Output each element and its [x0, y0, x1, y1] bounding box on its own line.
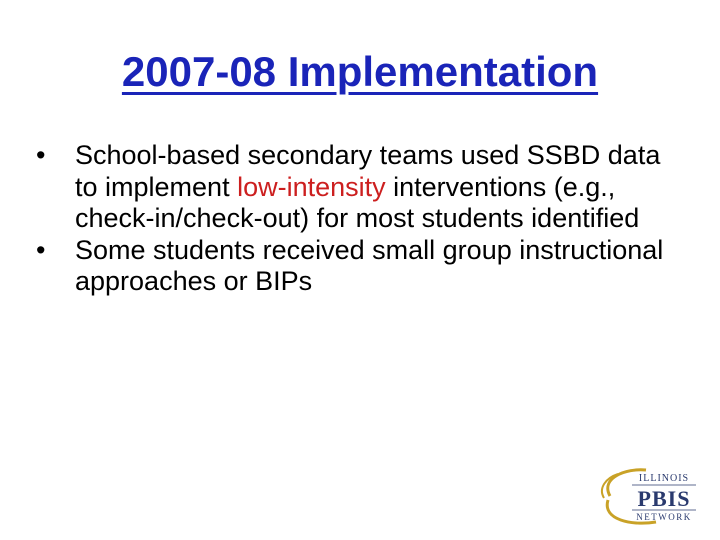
- bullet-list: [36, 140, 676, 298]
- logo-line3: NETWORK: [636, 512, 692, 522]
- bullet-text-highlight: low-intensity: [237, 171, 386, 202]
- bullet-item-1: [36, 140, 676, 235]
- logo-line1: ILLINOIS: [638, 473, 690, 484]
- bullet-text-after: interventions (e.g., check-in/check-out) for most students identified: [75, 171, 640, 233]
- illinois-pbis-network-logo-icon: [596, 466, 700, 526]
- bullet-item-2: [36, 235, 676, 298]
- bullet-marker: •: [36, 140, 46, 170]
- bullet-text-before: School-based secondary teams used SSBD data to implement: [75, 140, 661, 202]
- logo-line2: PBIS: [637, 486, 691, 511]
- slide-title: 2007-08 Implementation: [121, 48, 599, 95]
- bullet-marker: •: [36, 234, 46, 265]
- bullet-text: Some students received small group instructional approaches or BIPs: [75, 234, 664, 296]
